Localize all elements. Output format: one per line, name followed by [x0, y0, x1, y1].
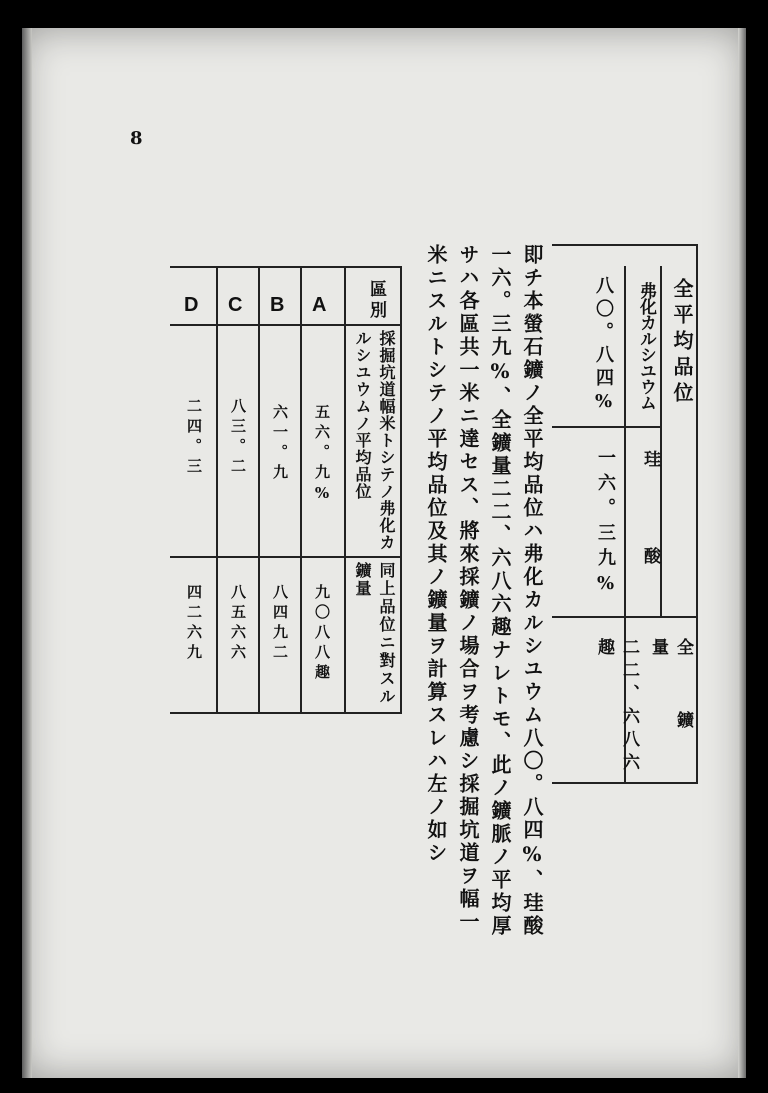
row-b-label: B: [270, 294, 285, 316]
grade-table: [170, 266, 402, 714]
row-c-grade: 八三。二: [229, 398, 247, 478]
row-a-grade: 五六。九%: [313, 404, 331, 507]
body-line: 一六。三九%、全鑛量二二、六八六趣ナレトモ、此ノ鑛脈ノ平均厚: [488, 244, 512, 938]
summary-header-ore: 全 鑛 量: [648, 638, 693, 746]
body-line: サハ各區共一米ニ達セス、將來採鑛ノ場合ヲ考慮シ採掘坑道ヲ幅一: [456, 244, 480, 934]
summary-title: 全平均品位: [670, 278, 694, 408]
body-line: 米ニスルトシテノ平均品位及其ノ鑛量ヲ計算スレハ左ノ如シ: [424, 244, 448, 865]
body-line: 即チ本螢石鑛ノ全平均品位ハ弗化カルシユウム八〇。八四%、珪酸: [520, 244, 544, 938]
table-row-rule: [216, 266, 218, 714]
row-a-label: A: [312, 294, 327, 316]
summary-header-caf2: 弗化カルシユウム: [636, 282, 656, 410]
body-paragraph: [420, 244, 548, 984]
row-c-label: C: [228, 294, 243, 316]
table-bottom-rule: [170, 712, 402, 714]
summary-value-caf2: 八〇。八四%: [593, 276, 614, 417]
table-column-rule: [170, 556, 402, 558]
page-number: 8: [130, 128, 143, 149]
table-row-rule: [300, 266, 302, 714]
row-c-ore: 八五六六: [229, 584, 247, 664]
document-page: [22, 28, 746, 1078]
row-a-ore: 九〇八八趣: [313, 584, 331, 684]
row-d-label: D: [184, 294, 199, 316]
summary-col-rule-2: [552, 616, 698, 618]
row-b-ore: 八四九二: [271, 584, 289, 664]
summary-table: [552, 244, 698, 784]
row-d-ore: 四二六九: [185, 584, 203, 664]
table-header-area: 區別: [366, 280, 386, 322]
table-header-divider: [344, 266, 346, 714]
table-row-rule: [258, 266, 260, 714]
table-right-rule: [400, 266, 402, 714]
summary-top-rule: [552, 244, 698, 246]
table-header-grade: 採掘坑道幅米トシテノ弗化カルシユウムノ平均品位: [353, 330, 396, 551]
table-header-ore: 同上品位ニ對スル鑛量: [353, 562, 396, 706]
row-d-grade: 二四。三: [185, 398, 203, 478]
summary-value-silica: 一六。三九%: [595, 448, 616, 601]
summary-value-ore: 二二、六八六趣: [594, 638, 639, 776]
row-b-grade: 六一。九: [271, 404, 289, 484]
table-top-rule: [170, 266, 402, 268]
summary-col-rule-1: [552, 426, 662, 428]
summary-header-silica: 珪 酸: [640, 450, 660, 594]
table-header-rule: [170, 324, 402, 326]
